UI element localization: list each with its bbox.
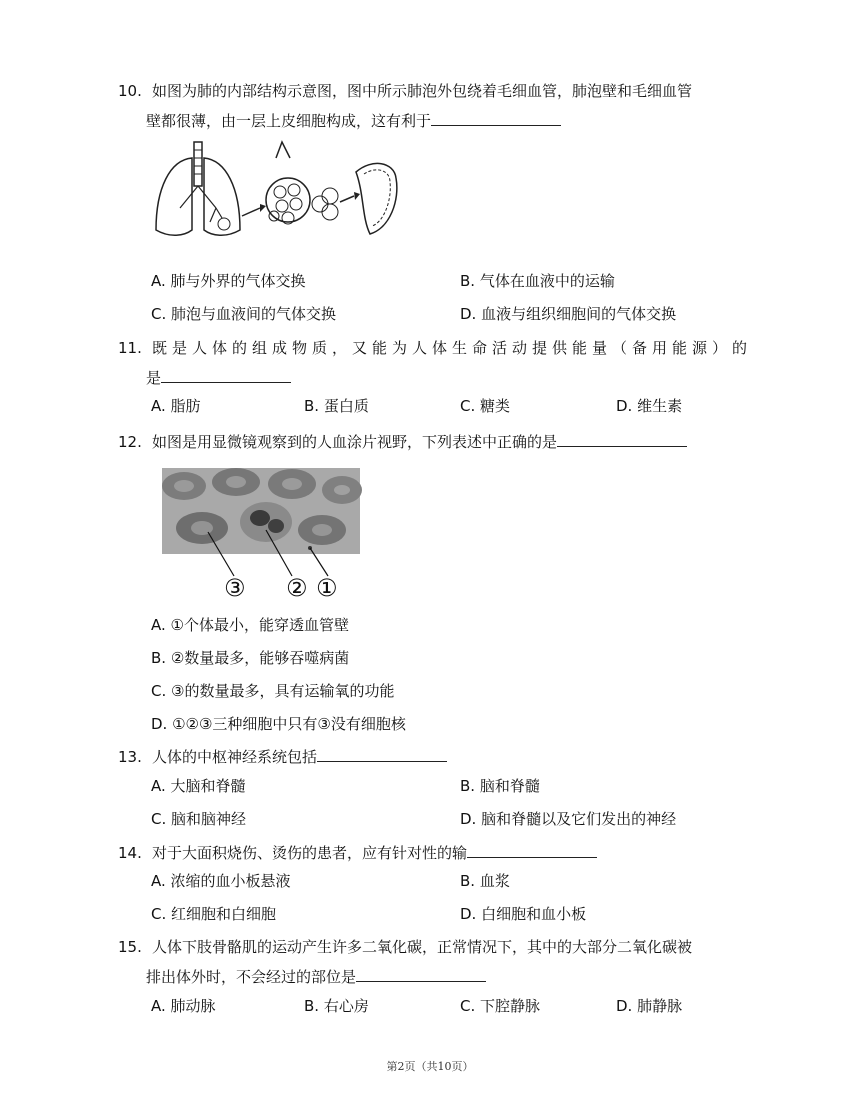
question-text: 如图为肺的内部结构示意图，图中所示肺泡外包绕着毛细血管，肺泡壁和毛细血管 [152,82,693,100]
blood-smear-figure [162,468,362,602]
question-text: 如图是用显微镜观察到的人血涂片视野，下列表述中正确的是 [152,433,558,451]
option-a[interactable]: A. ①个体最小，能穿透血管壁 [151,616,349,634]
question-text: 对于大面积烧伤、烫伤的患者，应有针对性的输 [152,844,468,862]
answer-blank[interactable] [557,428,687,447]
option-b[interactable]: B. 蛋白质 [304,397,369,415]
option-b[interactable]: B. ②数量最多，能够吞噬病菌 [151,649,350,667]
option-c[interactable]: C. 红细胞和白细胞 [151,905,277,923]
question-number: 11. [118,339,142,357]
question-text: 排出体外时，不会经过的部位是 [146,968,357,986]
option-d[interactable]: D. 血液与组织细胞间的气体交换 [460,305,677,323]
option-a[interactable]: A. 脂肪 [151,397,201,415]
question-number: 15. [118,938,142,956]
answer-blank[interactable] [317,743,447,762]
option-b[interactable]: B. 右心房 [304,997,369,1015]
question-text: 人体的中枢神经系统包括 [152,748,318,766]
figure-label: ③ [224,574,246,602]
option-c[interactable]: C. ③的数量最多，具有运输氧的功能 [151,682,395,700]
question-15 [118,932,768,992]
option-c[interactable]: C. 下腔静脉 [460,997,541,1015]
option-a[interactable]: A. 浓缩的血小板悬液 [151,872,291,890]
option-a[interactable]: A. 肺与外界的气体交换 [151,272,306,290]
option-b[interactable]: B. 脑和脊髓 [460,777,540,795]
option-d[interactable]: D. 维生素 [616,397,683,415]
question-text: 壁都很薄，由一层上皮细胞构成，这有利于 [146,112,432,130]
option-a[interactable]: A. 肺动脉 [151,997,216,1015]
lung-structure-figure [150,138,410,248]
option-c[interactable]: C. 肺泡与血液间的气体交换 [151,305,337,323]
question-14 [118,838,768,868]
option-c[interactable]: C. 脑和脑神经 [151,810,247,828]
question-number: 10. [118,82,142,100]
answer-blank[interactable] [356,963,486,982]
question-text: 人体下肢骨骼肌的运动产生许多二氧化碳，正常情况下，其中的大部分二氧化碳被 [152,938,693,956]
option-b[interactable]: B. 气体在血液中的运输 [460,272,615,290]
question-number: 14. [118,844,142,862]
option-b[interactable]: B. 血浆 [460,872,510,890]
question-13 [118,742,768,772]
question-text: 是 [146,369,162,387]
question-text: 既是人体的组成物质，又能为人体生命活动提供能量（备用能源）的 [152,339,753,357]
option-d[interactable]: D. 白细胞和血小板 [460,905,587,923]
option-d[interactable]: D. 肺静脉 [616,997,683,1015]
question-11 [118,333,768,393]
figure-label: ① [316,574,338,602]
question-12 [118,427,768,457]
option-a[interactable]: A. 大脑和脊髓 [151,777,246,795]
answer-blank[interactable] [467,839,597,858]
answer-blank[interactable] [161,364,291,383]
question-number: 12. [118,433,142,451]
option-d[interactable]: D. ①②③三种细胞中只有③没有细胞核 [151,715,406,733]
option-d[interactable]: D. 脑和脊髓以及它们发出的神经 [460,810,677,828]
page-footer: 第2页（共10页） [386,1060,474,1073]
question-number: 13. [118,748,142,766]
question-10 [118,76,768,136]
figure-label: ② [286,574,308,602]
option-c[interactable]: C. 糖类 [460,397,511,415]
answer-blank[interactable] [431,107,561,126]
